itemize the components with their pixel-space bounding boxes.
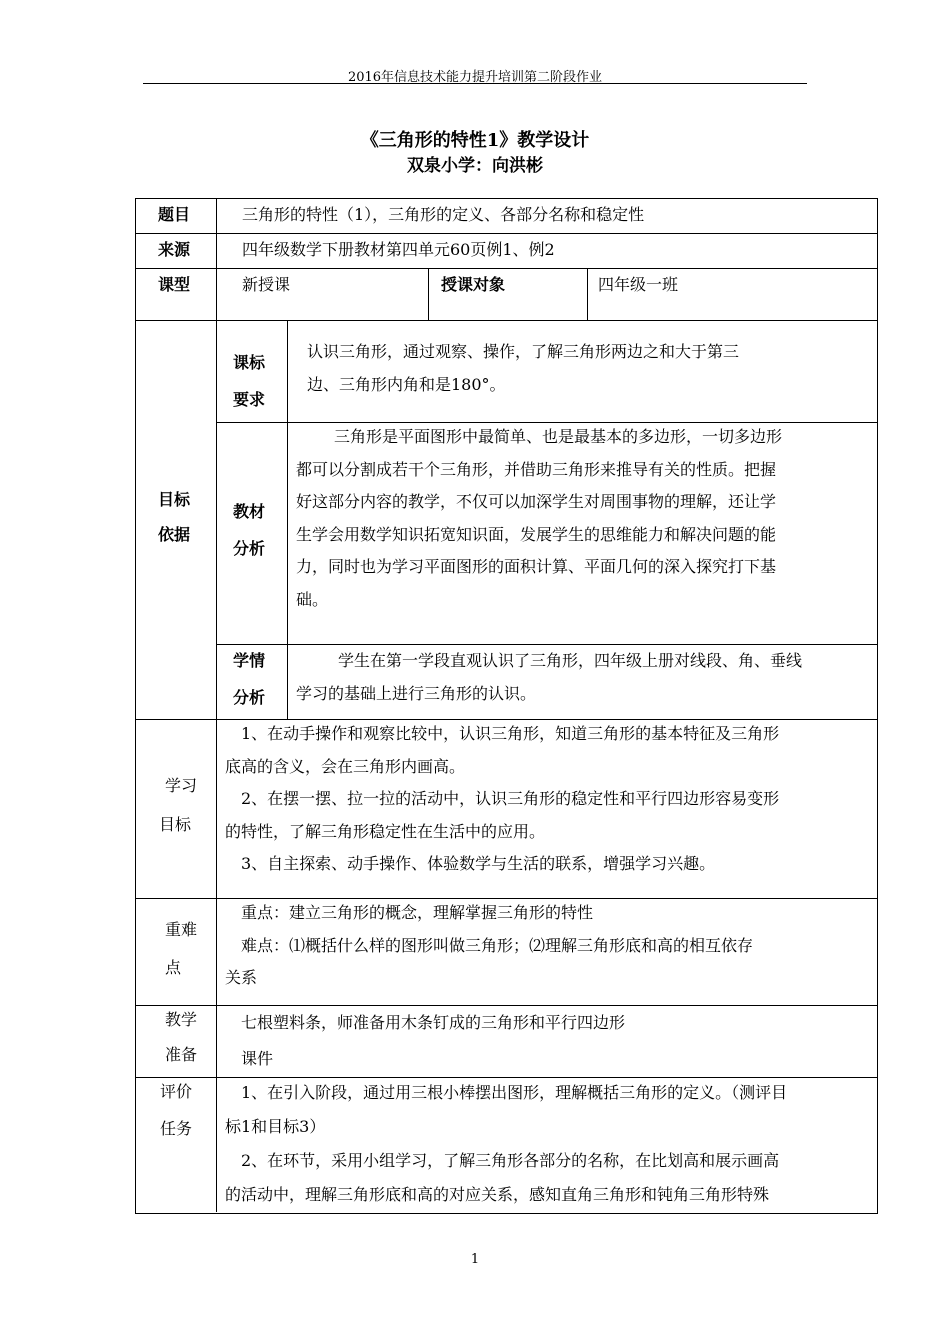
material-line: 三角形是平面图形中最简单、也是最基本的多边形，一切多边形: [334, 427, 783, 446]
goal-basis-label-line1: 目标: [158, 490, 191, 509]
key-point-line: 重点：建立三角形的概念，理解掌握三角形的特性: [241, 903, 594, 922]
material-line: 生学会用数学知识拓宽知识面，发展学生的思维能力和解决问题的能: [296, 524, 777, 544]
standard-label-line2: 要求: [233, 390, 266, 409]
lesson-type-label: 课型: [158, 275, 191, 294]
header-rule: [143, 83, 807, 84]
key-points-label-line1: 重难: [165, 920, 198, 939]
evaluation-label-line2: 任务: [160, 1119, 193, 1138]
key-points-label-line2: 点: [165, 958, 182, 977]
audience-value: 四年级一班: [598, 275, 679, 294]
objectives-label-line1: 学习: [165, 776, 198, 795]
running-header: 2016年信息技术能力提升培训第二阶段作业: [347, 70, 603, 85]
row-divider: [135, 320, 877, 321]
audience-label: 授课对象: [441, 275, 506, 294]
row-divider: [135, 268, 877, 269]
preparation-label-line1: 教学: [165, 1010, 198, 1029]
column-divider: [287, 320, 288, 719]
goal-basis-label-line2: 依据: [158, 525, 191, 544]
document-subtitle: 双泉小学：向洪彬: [407, 156, 543, 176]
lesson-type-value: 新授课: [242, 275, 291, 294]
topic-label: 题目: [158, 205, 191, 224]
column-divider: [428, 268, 429, 320]
material-line: 都可以分割成若干个三角形，并借助三角形来推导有关的性质。把握: [296, 459, 777, 479]
source-label: 来源: [158, 240, 191, 259]
material-text: [296, 421, 782, 616]
page-number: 1: [470, 1252, 480, 1267]
standard-label-line1: 课标: [233, 353, 266, 372]
standard-line: 认识三角形，通过观察、操作，了解三角形两边之和大于第三: [307, 342, 740, 361]
preparation-label-line2: 准备: [165, 1045, 198, 1064]
objective-line: 底高的含义，会在三角形内画高。: [225, 756, 466, 776]
objective-line: 2、在摆一摆、拉一拉的活动中，认识三角形的稳定性和平行四边形容易变形: [241, 789, 780, 808]
column-divider: [587, 268, 588, 320]
column-divider: [216, 198, 217, 1212]
evaluation-text: [225, 1076, 787, 1212]
evaluation-line: 1、在引入阶段，通过用三根小棒摆出图形，理解概括三角形的定义。（测评目: [241, 1083, 788, 1102]
material-line: 好这部分内容的教学，不仅可以加深学生对周围事物的理解，还让学: [296, 492, 777, 511]
learner-label-line1: 学情: [233, 651, 266, 670]
evaluation-line: 标1和目标3）: [225, 1117, 326, 1136]
material-label-line1: 教材: [233, 502, 266, 521]
preparation-line: 课件: [241, 1049, 274, 1068]
topic-value: 三角形的特性（1），三角形的定义、各部分名称和稳定性: [242, 205, 645, 224]
evaluation-line: 2、在环节，采用小组学习，了解三角形各部分的名称，在比划高和展示画高: [241, 1151, 780, 1170]
objectives-text: [225, 718, 779, 881]
standard-line: 边、三角形内角和是180°。: [307, 374, 506, 394]
objectives-label-line2: 目标: [159, 815, 192, 834]
learner-label-line2: 分析: [233, 688, 266, 707]
preparation-text: [225, 1005, 625, 1077]
learner-line: 学生在第一学段直观认识了三角形，四年级上册对线段、角、垂线: [338, 651, 803, 670]
key-points-text: [225, 897, 753, 995]
evaluation-label-line1: 评价: [160, 1082, 193, 1101]
objective-line: 3、自主探索、动手操作、体验数学与生活的联系，增强学习兴趣。: [241, 854, 716, 873]
objective-line: 1、在动手操作和观察比较中，认识三角形，知道三角形的基本特征及三角形: [241, 724, 780, 743]
learner-text: [296, 645, 802, 710]
objective-line: 的特性，了解三角形稳定性在生活中的应用。: [225, 821, 546, 841]
source-value: 四年级数学下册教材第四单元60页例1、例2: [242, 240, 555, 259]
row-divider: [135, 233, 877, 234]
document-title: 《三角形的特性1》教学设计: [360, 130, 590, 151]
material-label-line2: 分析: [233, 539, 266, 558]
key-point-line: 关系: [225, 968, 258, 987]
standard-text: [307, 336, 739, 401]
evaluation-line: 的活动中，理解三角形底和高的对应关系，感知直角三角形和钝角三角形特殊: [225, 1185, 770, 1204]
material-line: 力，同时也为学习平面图形的面积计算、平面几何的深入探究打下基: [296, 557, 777, 576]
material-line: 础。: [296, 589, 329, 609]
preparation-line: 七根塑料条，师准备用木条钉成的三角形和平行四边形: [241, 1013, 626, 1032]
key-point-line: 难点：⑴概括什么样的图形叫做三角形；⑵理解三角形底和高的相互依存: [241, 935, 754, 955]
learner-line: 学习的基础上进行三角形的认识。: [296, 683, 537, 703]
